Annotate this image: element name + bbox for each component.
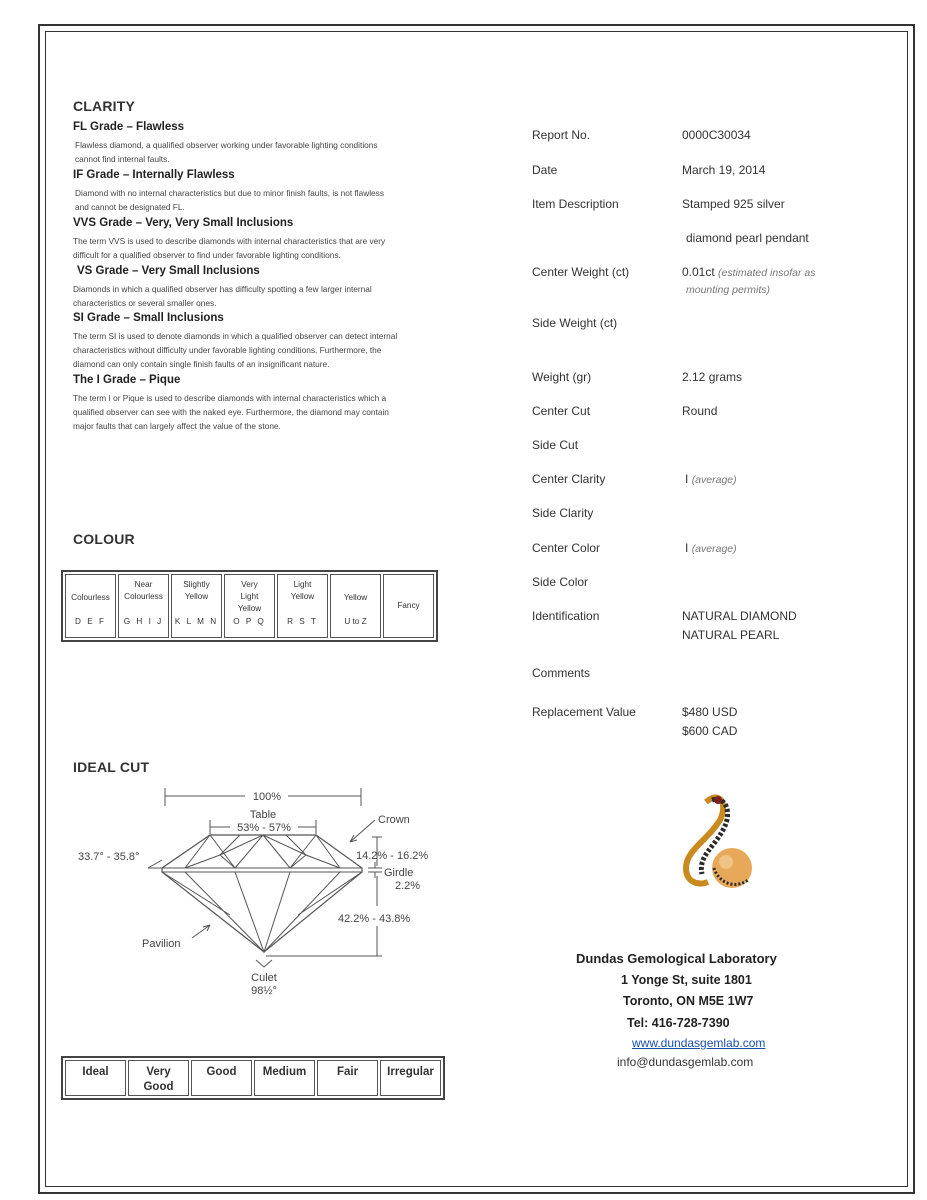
replacement-value-label: Replacement Value [532, 705, 636, 719]
colour-title: COLOUR [73, 531, 135, 547]
item-description-value-line1: Stamped 925 silver [682, 197, 785, 211]
lab-address-line2: Toronto, ON M5E 1W7 [623, 994, 754, 1008]
weight-label: Weight (gr) [532, 370, 592, 384]
clarity-grade-si-desc: The term SI is used to denote diamonds in which a qualified observer can detect internal characteristics without difficulty under favorable lighting conditions. Furthermore, the diamond can only contain single finish faults of an insignificant nature. [73, 331, 398, 369]
colour-cell-fancy: Fancy [383, 574, 434, 638]
center-clarity-label: Center Clarity [532, 472, 606, 486]
clarity-grade-i-heading: The I Grade – Pique [73, 374, 181, 386]
cut-grade-good: Good [191, 1060, 252, 1096]
diagram-culet-value: 98½° [251, 985, 277, 997]
pendant-photo [668, 790, 768, 900]
clarity-grade-if-desc: Diamond with no internal characteristics but due to minor finish faults, is not flawless and cannot be designated FL. [75, 188, 384, 212]
clarity-grade-vvs-desc: The term VVS is used to describe diamonds with internal characteristics that are very difficult for a qualified observer to find under favorable lighting conditions. [73, 236, 386, 260]
lab-email: info@dundasgemlab.com [617, 1055, 754, 1069]
center-clarity-value: I (average) [685, 472, 737, 486]
lab-name: Dundas Gemological Laboratory [576, 951, 777, 966]
diagram-table-label: Table [249, 809, 277, 821]
colour-cell-slightly-yellow: Slightly Yellow K L M N [171, 574, 222, 638]
lab-website-link[interactable]: www.dundasgemlab.com [632, 1036, 766, 1050]
cut-grade-table [61, 1056, 445, 1100]
date-value: March 19, 2014 [682, 163, 766, 177]
ideal-cut-title: IDEAL CUT [73, 759, 150, 775]
clarity-grade-vvs-heading: VVS Grade – Very, Very Small Inclusions [73, 217, 294, 229]
side-cut-label: Side Cut [532, 438, 579, 452]
side-clarity-label: Side Clarity [532, 506, 594, 520]
report-no-label: Report No. [532, 128, 591, 142]
colour-cell-yellow: Yellow U to Z [330, 574, 381, 638]
cut-grade-ideal: Ideal [65, 1060, 126, 1096]
lab-phone: Tel: 416-728-7390 [627, 1016, 730, 1030]
identification-value-line2: NATURAL PEARL [682, 628, 780, 642]
replacement-value-cad: $600 CAD [682, 724, 738, 738]
center-color-value: I (average) [685, 541, 737, 555]
colour-scale-table [61, 570, 438, 642]
colour-cell-near-colourless: Near Colourless G H I J [118, 574, 169, 638]
center-cut-label: Center Cut [532, 404, 591, 418]
center-weight-value: 0.01ct (estimated insofar as [682, 265, 816, 279]
clarity-grade-fl-heading: FL Grade – Flawless [73, 121, 185, 133]
diagram-pavilion-depth: 42.2% - 43.8% [338, 913, 411, 925]
center-weight-note: (estimated insofar as [718, 267, 816, 279]
diamond-proportions-diagram [70, 780, 450, 1000]
colour-cell-very-light-yellow: Very Light Yellow O P Q [224, 574, 275, 638]
replacement-value-usd: $480 USD [682, 705, 738, 719]
diagram-crown-label: Crown [378, 814, 410, 826]
colour-cell-light-yellow: Light Yellow R S T [277, 574, 328, 638]
comments-label: Comments [532, 666, 591, 680]
clarity-grade-si-heading: SI Grade – Small Inclusions [73, 312, 224, 324]
clarity-grade-if-heading: IF Grade – Internally Flawless [73, 169, 235, 181]
clarity-grade-vs-heading: VS Grade – Very Small Inclusions [77, 265, 260, 277]
clarity-title: CLARITY [73, 98, 136, 114]
center-weight-label: Center Weight (ct) [532, 265, 630, 279]
diagram-culet-label: Culet [251, 972, 277, 984]
center-weight-note-line2: mounting permits) [686, 284, 771, 296]
item-description-label: Item Description [532, 197, 619, 211]
diagram-crown-height: 14.2% - 16.2% [356, 850, 429, 862]
identification-value-line1: NATURAL DIAMOND [682, 609, 797, 623]
date-label: Date [532, 163, 558, 177]
diagram-crown-angle: 33.7° - 35.8° [78, 851, 140, 863]
diagram-girdle-value: 2.2% [395, 880, 421, 892]
cut-grade-irregular: Irregular [380, 1060, 441, 1096]
cut-grade-very-good: Very Good [128, 1060, 189, 1096]
item-description-value-line2: diamond pearl pendant [686, 231, 809, 245]
diagram-table-range: 53% - 57% [237, 822, 291, 834]
center-color-label: Center Color [532, 541, 601, 555]
diagram-girdle-label: Girdle [384, 867, 414, 879]
clarity-grade-fl-desc: Flawless diamond, a qualified observer working under favorable lighting conditions cannot find internal faults. [75, 140, 378, 164]
diagram-total-label: 100% [252, 791, 282, 803]
clarity-grade-vs-desc: Diamonds in which a qualified observer has difficulty spotting a few larger internal characteristics or several smaller ones. [73, 284, 372, 308]
colour-cell-colourless: Colourless D E F [65, 574, 116, 638]
report-no-value: 0000C30034 [682, 128, 751, 142]
diagram-pavilion-label: Pavilion [142, 938, 181, 950]
cut-grade-fair: Fair [317, 1060, 378, 1096]
side-weight-label: Side Weight (ct) [532, 316, 618, 330]
lab-address-line1: 1 Yonge St, suite 1801 [621, 973, 752, 987]
weight-value: 2.12 grams [682, 370, 743, 384]
identification-label: Identification [532, 609, 600, 623]
center-cut-value: Round [682, 404, 718, 418]
clarity-grade-i-desc: The term I or Pique is used to describe diamonds with internal characteristics which a qualified observer can see with the naked eye. Furthermore, the diamond may contain major faults that can largely affect the value of the stone. [73, 393, 389, 431]
cut-grade-medium: Medium [254, 1060, 315, 1096]
side-color-label: Side Color [532, 575, 589, 589]
